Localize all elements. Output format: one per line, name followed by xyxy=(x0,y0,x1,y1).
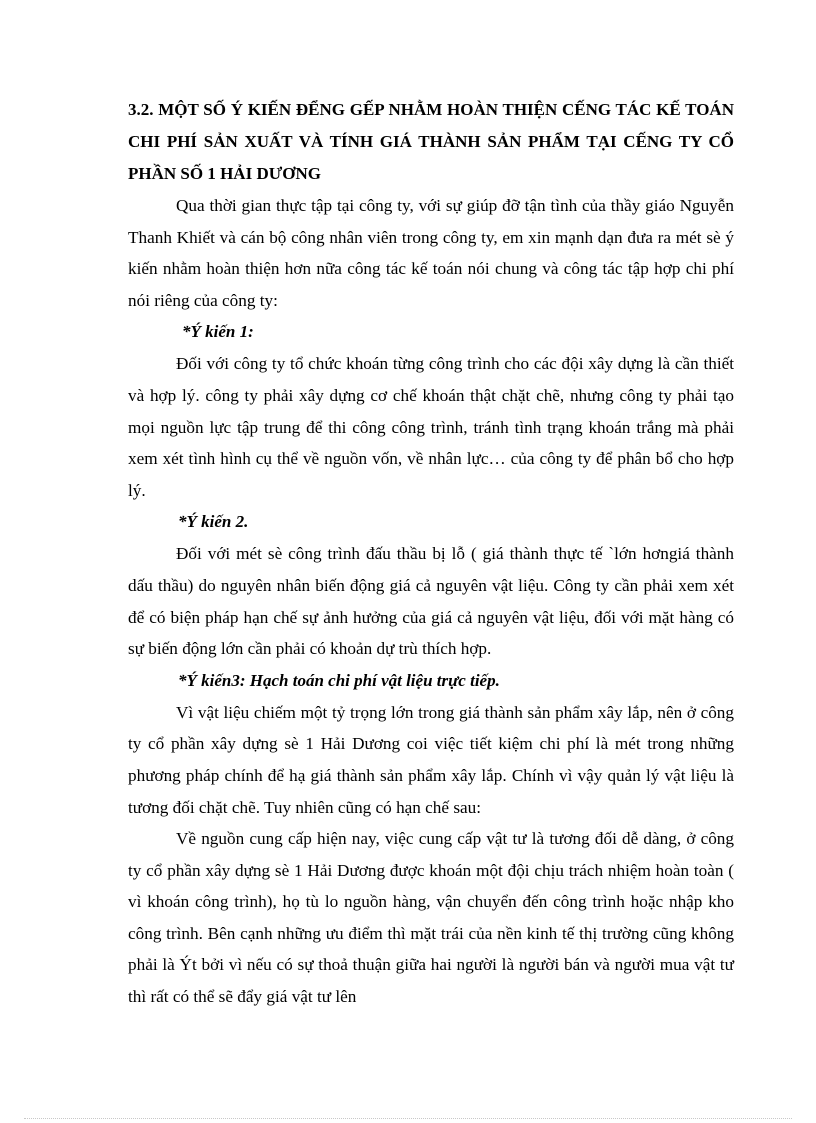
opinion-1-title: *Ý kiến 1: xyxy=(182,322,254,342)
opinion-2-title: *Ý kiến 2. xyxy=(178,512,249,532)
opinion-3-title: *Ý kiến3: Hạch toán chi phí vật liệu trực tiếp. xyxy=(178,670,500,690)
section-heading: 3.2. MỘT SỐ Ý KIẾN ĐỂNG GẾP NHẰM HOÀN THIỆN CẾNG TÁC KẾ TOÁN CHI PHÍ SẢN XUẤT VÀ TÍNH GIÁ THÀNH SẢN PHẨM TẠI CẾNG TY CỔ PHẦN SỐ 1 HẢI DƯƠNG xyxy=(128,100,734,183)
opinion-2-paragraph: Đối với mét sè công trình đấu thầu bị lỗ ( giá thành thực tế `lớn hơngiá thành dấu thầu) do nguyên nhân biến động giá cả nguyên vật liệu. Công ty cần phải xem xét để có biện pháp hạn chế sự ảnh hưởng của giá cả nguyên vật liệu, đối với mặt hàng có sự biến động lớn cần phải có khoản dự trù thích hợp. xyxy=(128,544,734,659)
opinion-1-paragraph: Đối với công ty tổ chức khoán từng công trình cho các đội xây dựng là cần thiết và hợp lý. công ty phải xây dựng cơ chế khoán thật chặt chẽ, nhưng công ty phải tạo mọi nguồn lực tập trung để thi công công trình, tránh tình trạng khoán trắng mà phải xem xét tình hình cụ thể về nguồn vốn, về nhân lực… của công ty để phân bổ cho hợp lý. xyxy=(128,354,734,500)
intro-paragraph: Qua thời gian thực tập tại công ty, với sự giúp đỡ tận tình của thầy giáo Nguyễn Thanh Khiết và cán bộ công nhân viên trong công ty, em xin mạnh dạn đưa ra mét sè ý kiến nhằm hoàn thiện hơn nữa công tác kế toán nói chung và công tác tập hợp chi phí nói riêng của công ty: xyxy=(128,196,734,310)
opinion-3-paragraph-1: Vì vật liệu chiếm một tỷ trọng lớn trong giá thành sản phẩm xây lắp, nên ở công ty cổ phần xây dựng sè 1 Hải Dương coi việc tiết kiệm chi phí là mét trong những phương pháp chính để hạ giá thành sản phẩm xây lắp. Chính vì vậy quản lý vật liệu là tương đối chặt chẽ. Tuy nhiên cũng có hạn chế sau: xyxy=(128,702,734,817)
document-page xyxy=(128,94,734,1013)
opinion-3-paragraph-2: Về nguồn cung cấp hiện nay, việc cung cấp vật tư là tương đối dễ dàng, ở công ty cổ phần xây dựng sè 1 Hải Dương được khoán một đội chịu trách nhiệm hoàn toàn ( vì khoán công trình), họ tù lo nguồn hàng, vận chuyển đến công trình hoặc nhập kho công trình. Bên cạnh những ưu điểm thì mặt trái của nền kinh tế thị trường cũng không phải là Ýt bởi vì nếu có sự thoả thuận giữa hai người là người bán và người mua vật tư thì rất có thể sẽ đẩy giá vật tư lên xyxy=(128,829,734,1007)
page-bottom-divider xyxy=(24,1118,792,1119)
